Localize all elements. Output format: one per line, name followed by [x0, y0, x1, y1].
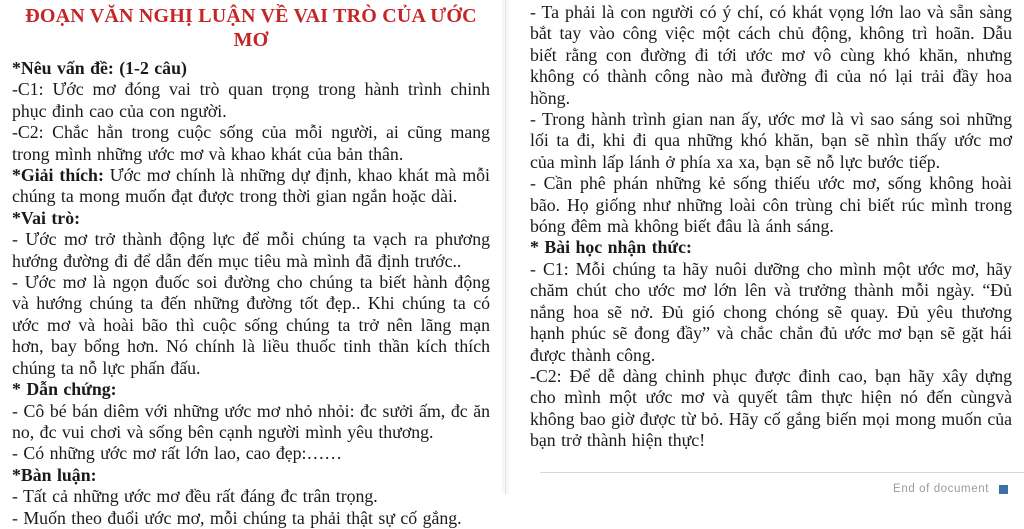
section-heading: *Vai trò: — [12, 207, 81, 228]
section-heading: * Dẫn chứng: — [12, 379, 117, 400]
right-column-text — [530, 2, 1012, 452]
footer-divider — [540, 472, 1024, 473]
paragraph: - Có những ước mơ rất lớn lao, cao đẹp:…… — [12, 443, 343, 464]
end-of-document-icon — [999, 485, 1008, 494]
end-of-document-marker — [893, 483, 1008, 495]
paragraph: - C1: Mỗi chúng ta hãy nuôi dưỡng cho mình một ước mơ, hãy chăm chút cho ước mơ lớn lên và trưởng thành mỗi ngày. “Đủ nắng hoa sẽ nở. Đủ gió chong chóng sẽ quay. Đủ yêu thương hạnh phúc sẽ đong đầy” và chắc chắn đủ ước mơ bạn sẽ gặt hái được thành công. — [530, 258, 1012, 365]
paragraph: - Cô bé bán diêm với những ước mơ nhỏ nhỏi: đc sưởi ấm, đc ăn no, đc vui chơi và sống bên cạnh người mình yêu thương. — [12, 400, 490, 442]
section-heading: * Bài học nhận thức: — [530, 237, 692, 258]
paragraph: - Cần phê phán những kẻ sống thiếu ước mơ, sống không hoài bão. Họ giống như những loài côn trùng chi biết rúc mình trong bóng đêm mà không biết đâu là ánh sáng. — [530, 173, 1012, 237]
paragraph: - Trong hành trình gian nan ấy, ước mơ là vì sao sáng soi những lối ta đi, khi đi qua những khó khăn, bạn sẽ nhìn thấy ước mơ của mình lấp lánh ở phía xa xa, bạn sẽ nỗ lực bước tiếp. — [530, 109, 1012, 172]
paragraph: - Ước mơ là ngọn đuốc soi đường cho chúng ta biết hành động và hướng chúng ta đến những đường tốt đẹp.. Khi chúng ta có ước mơ và hoài bão thì cuộc sống chúng ta trở nên lãng mạn hơn, bay bổng hơn. Nó chính là liều thuốc tinh thần kích thích chúng ta nỗ lực phấn đấu. — [12, 272, 490, 378]
page-right — [530, 2, 1012, 452]
paragraph: -C2: Chắc hẳn trong cuộc sống của mỗi người, ai cũng mang trong mình những ước mơ và khao khát của bản thân. — [12, 122, 490, 164]
paragraph-lead: *Giải thích: — [12, 165, 104, 186]
document-title: ĐOẠN VĂN NGHỊ LUẬN VỀ VAI TRÒ CỦA ƯỚC MƠ — [25, 5, 477, 51]
section-heading: *Nêu vấn đề: (1-2 câu) — [12, 58, 187, 78]
section-heading: *Bàn luận: — [12, 464, 97, 485]
paragraph: - Ta phải là con người có ý chí, có khát vọng lớn lao và sẵn sàng bắt tay vào công việc một cách chủ động, không trì hoãn. Dẫu biết rằng con đường đi tới ước mơ vô cùng khó khăn, nhưng không có thành công nào mà đường đi của nó lại trải đầy hoa hồng. — [530, 2, 1012, 108]
paragraph: -C2: Để dễ dàng chinh phục được đinh cao, bạn hãy xây dựng cho mình một ước mơ và quyết tâm thực hiện nó đến cùngvà không bao giờ được từ bỏ. Hãy cố gắng biến mọi mong muốn của bạn trở thành hiện thực! — [530, 365, 1012, 451]
left-column-text — [12, 58, 490, 529]
end-of-document-label: End of document — [893, 483, 989, 495]
paragraph: - Ước mơ trở thành động lực để mỗi chúng ta vạch ra phương hướng đường đi để dẫn đến mục tiêu mà mình đã định trước.. — [12, 229, 490, 271]
page-divider — [502, 0, 509, 494]
paragraph: - Tất cả những ước mơ đều rất đáng đc trân trọng. — [12, 486, 378, 507]
paragraph: -C1: Ước mơ đóng vai trò quan trọng trong hành trình chinh phục đinh cao của con người. — [12, 79, 490, 121]
paragraph: *Giải thích: Ước mơ chính là những dự định, khao khát mà mỗi chúng ta mong muốn đạt được trong thời gian ngắn hoặc dài. — [12, 165, 490, 207]
paragraph: - Muốn theo đuổi ước mơ, mỗi chúng ta phải thật sự cố gắng. — [12, 507, 462, 528]
page-left — [12, 0, 490, 529]
